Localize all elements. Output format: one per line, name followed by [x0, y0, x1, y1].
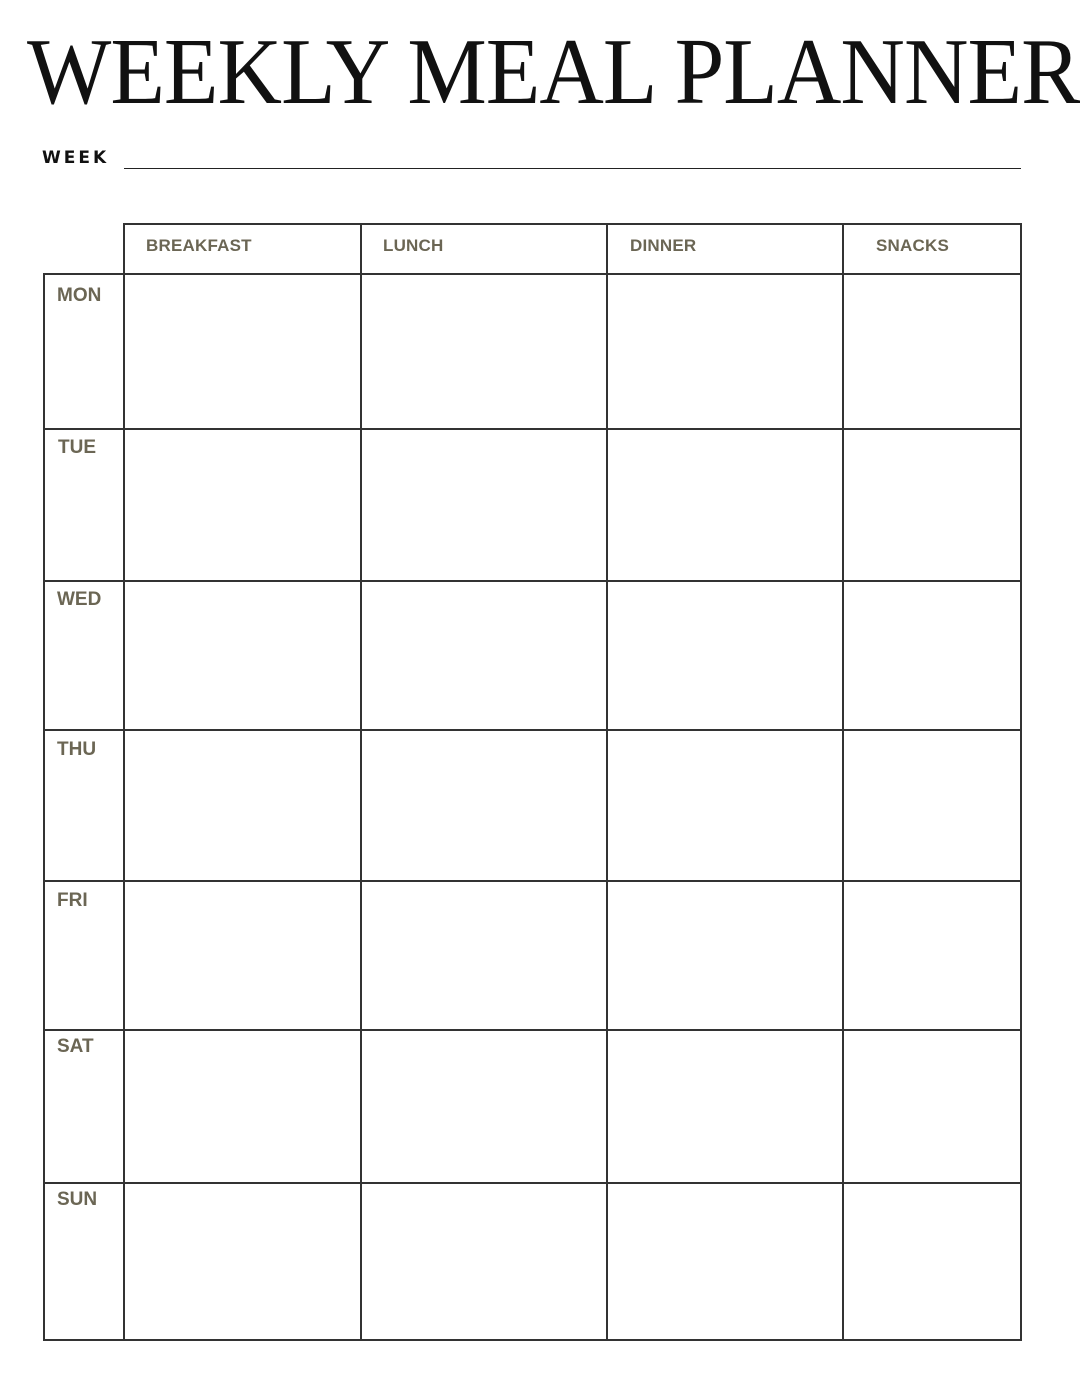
meal-cell-sun-snacks[interactable]	[843, 1183, 1019, 1338]
meal-cell-fri-dinner[interactable]	[607, 881, 842, 1029]
meal-cell-tue-lunch[interactable]	[361, 429, 606, 580]
meal-cell-sun-breakfast[interactable]	[124, 1183, 360, 1338]
meal-cell-fri-breakfast[interactable]	[124, 881, 360, 1029]
meal-cell-mon-snacks[interactable]	[843, 274, 1019, 428]
meal-cell-thu-snacks[interactable]	[843, 730, 1019, 880]
meal-cell-thu-breakfast[interactable]	[124, 730, 360, 880]
meal-cell-wed-snacks[interactable]	[843, 581, 1019, 729]
meal-cell-wed-lunch[interactable]	[361, 581, 606, 729]
meal-cell-tue-dinner[interactable]	[607, 429, 842, 580]
column-header-breakfast: BREAKFAST	[146, 236, 252, 255]
week-input-line[interactable]	[124, 168, 1021, 169]
grid-line	[1020, 223, 1022, 1341]
grid-line	[43, 273, 45, 1341]
meal-cell-mon-breakfast[interactable]	[124, 274, 360, 428]
day-label-wed: WED	[57, 589, 102, 610]
column-header-snacks: SNACKS	[876, 236, 949, 255]
column-header-lunch: LUNCH	[383, 236, 444, 255]
day-label-fri: FRI	[57, 890, 88, 911]
meal-cell-sat-breakfast[interactable]	[124, 1030, 360, 1182]
day-label-thu: THU	[57, 739, 97, 760]
grid-line	[43, 1339, 1022, 1341]
meal-cell-sat-snacks[interactable]	[843, 1030, 1019, 1182]
meal-cell-fri-lunch[interactable]	[361, 881, 606, 1029]
meal-cell-thu-dinner[interactable]	[607, 730, 842, 880]
meal-cell-wed-dinner[interactable]	[607, 581, 842, 729]
page-title: WEEKLY MEAL PLANNER	[27, 20, 1080, 124]
meal-cell-thu-lunch[interactable]	[361, 730, 606, 880]
meal-cell-fri-snacks[interactable]	[843, 881, 1019, 1029]
column-header-dinner: DINNER	[630, 236, 697, 255]
day-label-tue: TUE	[58, 437, 96, 458]
meal-cell-sat-dinner[interactable]	[607, 1030, 842, 1182]
day-label-mon: MON	[57, 285, 102, 306]
meal-cell-tue-breakfast[interactable]	[124, 429, 360, 580]
meal-cell-sat-lunch[interactable]	[361, 1030, 606, 1182]
meal-cell-tue-snacks[interactable]	[843, 429, 1019, 580]
meal-cell-sun-lunch[interactable]	[361, 1183, 606, 1338]
grid-line	[124, 223, 1022, 225]
week-label: WEEK	[42, 148, 110, 168]
day-label-sun: SUN	[57, 1189, 98, 1210]
meal-cell-mon-dinner[interactable]	[607, 274, 842, 428]
day-label-sat: SAT	[57, 1036, 94, 1057]
meal-cell-wed-breakfast[interactable]	[124, 581, 360, 729]
meal-cell-mon-lunch[interactable]	[361, 274, 606, 428]
meal-cell-sun-dinner[interactable]	[607, 1183, 842, 1338]
